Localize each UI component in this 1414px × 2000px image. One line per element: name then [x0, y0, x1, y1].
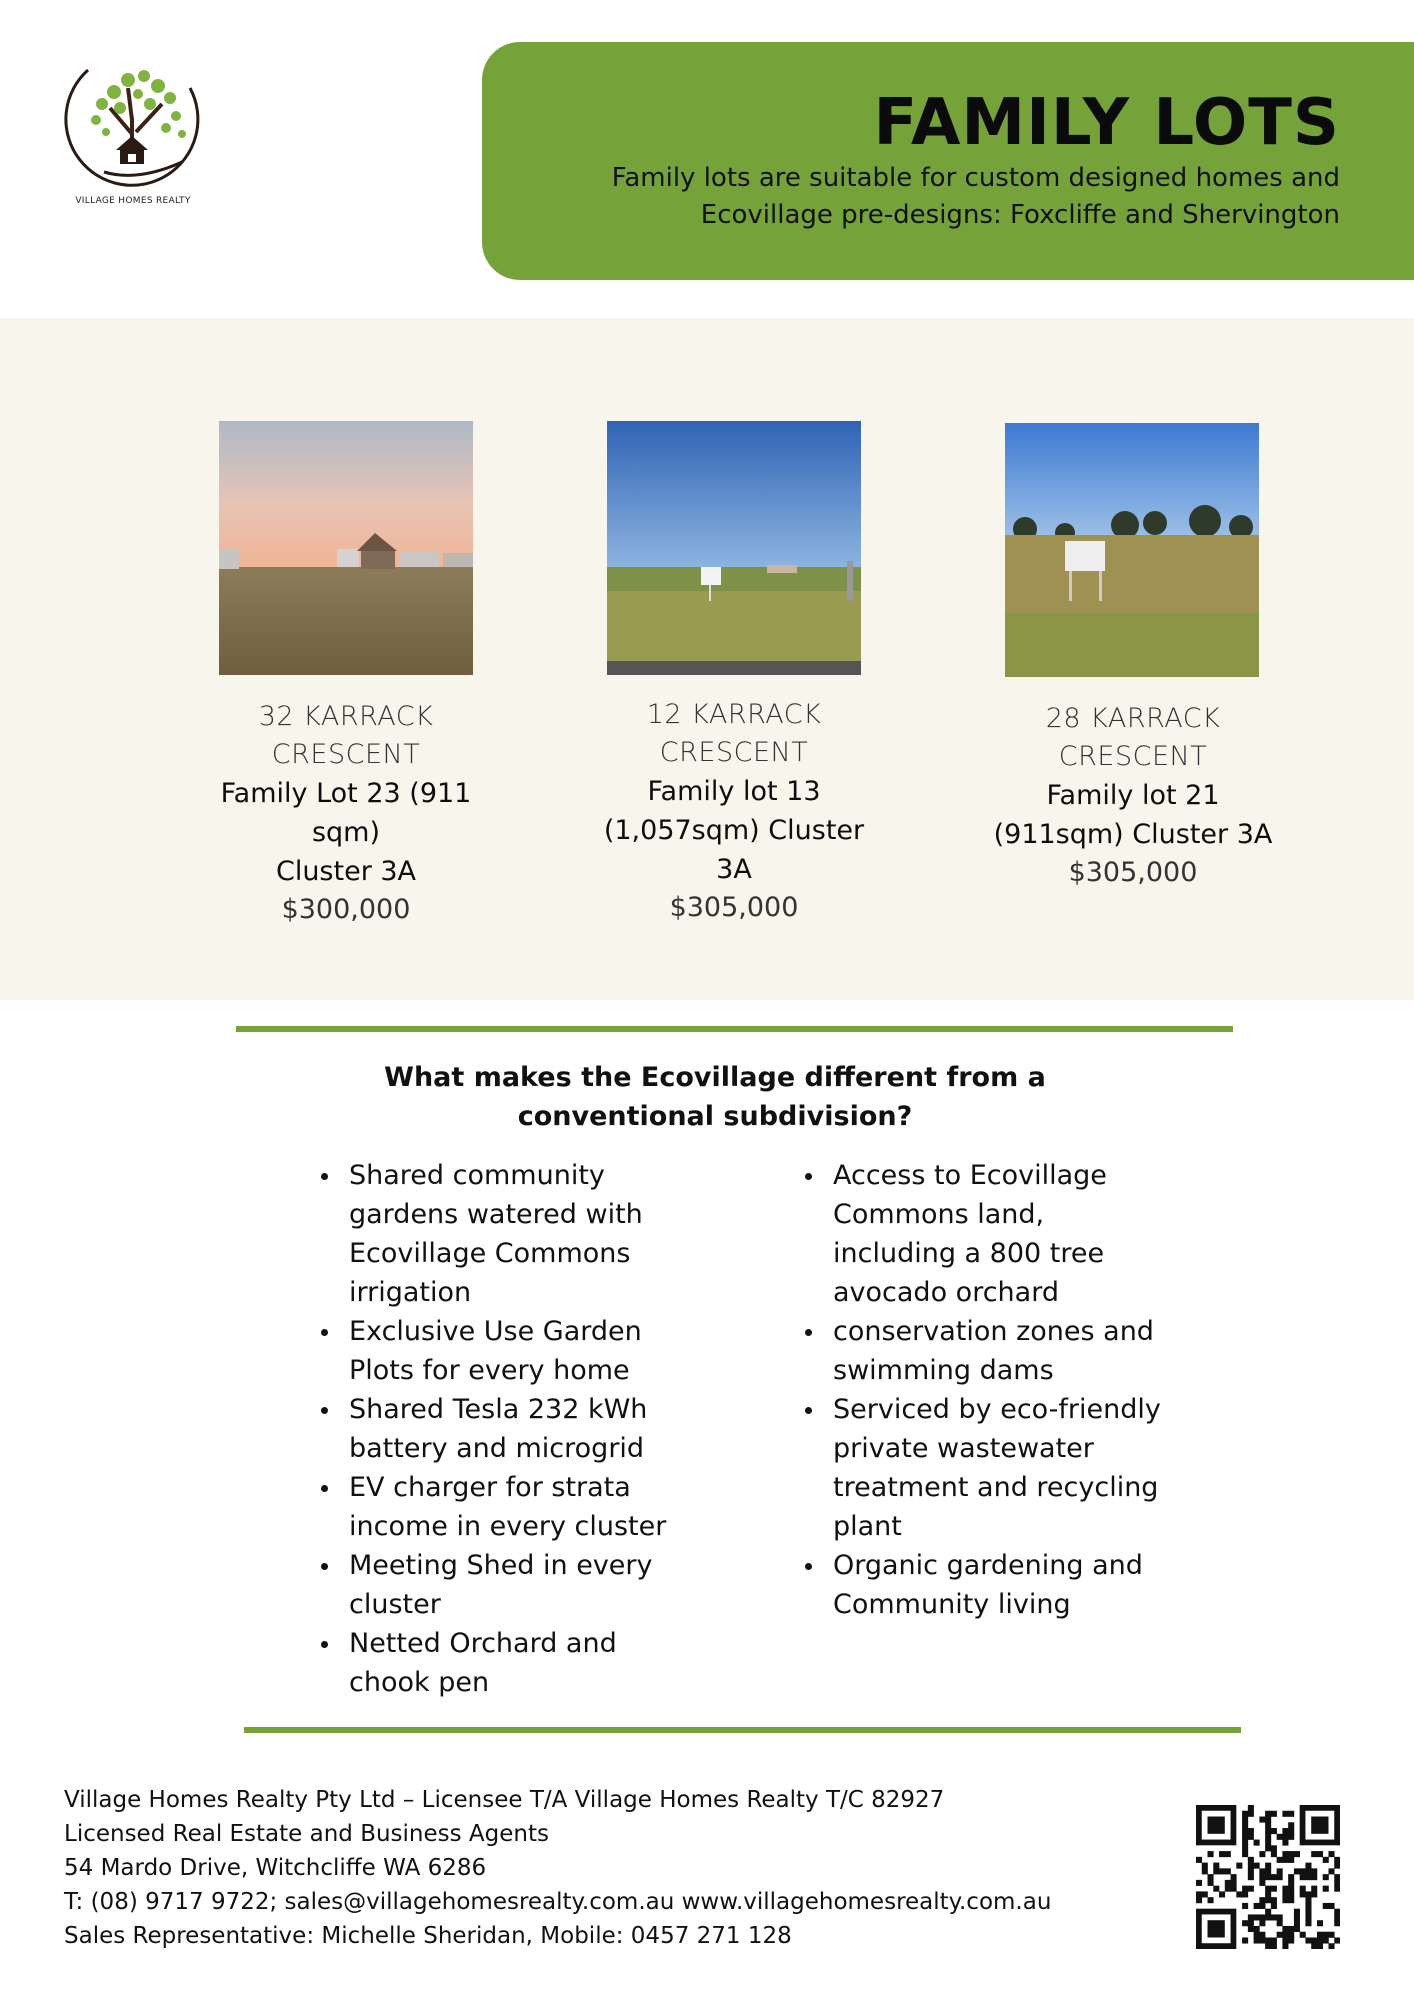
- heading-line: What makes the Ecovillage different from a: [384, 1062, 1046, 1093]
- footer-license: Licensed Real Estate and Business Agents: [64, 1821, 549, 1847]
- list-item-line: Exclusive Use Garden: [349, 1316, 642, 1347]
- list-item: [802, 1312, 1222, 1390]
- list-item-line: treatment and recycling: [833, 1472, 1159, 1503]
- features-list-right: [802, 1156, 1222, 1624]
- subtitle-line: Ecovillage pre-designs: Foxcliffe and Shervington: [700, 200, 1340, 230]
- features-heading: [340, 1058, 1090, 1136]
- page-title: FAMILY LOTS: [873, 86, 1340, 160]
- list-item-line: gardens watered with: [349, 1199, 643, 1230]
- divider: [236, 1026, 1233, 1032]
- logo-text: VILLAGE HOMES REALTY: [75, 196, 191, 206]
- list-item-line: avocado orchard: [833, 1277, 1059, 1308]
- footer-company: Village Homes Realty Pty Ltd – Licensee T/A Village Homes Realty T/C 82927: [64, 1787, 945, 1813]
- list-item-line: cluster: [349, 1589, 441, 1620]
- list-item-line: battery and microgrid: [349, 1433, 645, 1464]
- list-item-line: Serviced by eco-friendly: [833, 1394, 1161, 1425]
- listing-lot: (1,057sqm) Cluster: [603, 815, 865, 846]
- listings-section: [0, 318, 1414, 1000]
- features-list-left: [318, 1156, 718, 1702]
- tree-house-logo-icon: [58, 48, 208, 193]
- list-item: [802, 1546, 1222, 1624]
- listing-address: CRESCENT: [1058, 741, 1208, 772]
- footer-contact: [64, 1783, 1164, 1953]
- divider: [244, 1727, 1241, 1733]
- list-item-line: Plots for every home: [349, 1355, 630, 1386]
- list-item-line: Organic gardening and: [833, 1550, 1143, 1581]
- list-item-line: Ecovillage Commons: [349, 1238, 631, 1269]
- list-item-line: Access to Ecovillage: [833, 1160, 1107, 1191]
- list-item: [802, 1156, 1222, 1312]
- listing-price: $305,000: [669, 892, 799, 923]
- listing-lot: 3A: [716, 854, 752, 885]
- listing-lot: Cluster 3A: [275, 856, 417, 887]
- list-item-line: Community living: [833, 1589, 1071, 1620]
- listing-card: [584, 696, 884, 927]
- listing-lot: (911sqm) Cluster 3A: [993, 819, 1273, 850]
- list-item: [802, 1390, 1222, 1546]
- company-logo: [58, 48, 208, 218]
- listing-card: [983, 700, 1283, 892]
- list-item: [318, 1156, 718, 1312]
- list-item-line: private wastewater: [833, 1433, 1094, 1464]
- listing-address: CRESCENT: [271, 739, 421, 770]
- listing-price: $300,000: [281, 894, 411, 925]
- listing-card: [196, 698, 496, 929]
- listing-photo-blue-sky: [607, 421, 861, 675]
- list-item-line: Shared Tesla 232 kWh: [349, 1394, 648, 1425]
- header-banner: [482, 42, 1414, 280]
- footer-phone-email-web: T: (08) 9717 9722; sales@villagehomesrealty.com.au www.villagehomesrealty.com.au: [64, 1889, 1052, 1915]
- listing-address: 12 KARRACK: [646, 699, 822, 730]
- list-item: [318, 1468, 718, 1546]
- heading-line: conventional subdivision?: [517, 1101, 913, 1132]
- listing-lot: Family lot 13: [647, 776, 821, 807]
- listing-photo-sunset: [219, 421, 473, 675]
- listing-address: 28 KARRACK: [1045, 703, 1221, 734]
- footer-sales-rep: Sales Representative: Michelle Sheridan, Mobile: 0457 271 128: [64, 1923, 792, 1949]
- list-item-line: conservation zones and: [833, 1316, 1154, 1347]
- list-item-line: including a 800 tree: [833, 1238, 1105, 1269]
- list-item-line: Meeting Shed in every: [349, 1550, 653, 1581]
- listing-photo-field-sign: [1005, 423, 1259, 677]
- list-item-line: irrigation: [349, 1277, 472, 1308]
- listing-lot: sqm): [311, 817, 381, 848]
- list-item: [318, 1390, 718, 1468]
- listing-lot: Family Lot 23 (911: [220, 778, 472, 809]
- subtitle-line: Family lots are suitable for custom designed homes and: [611, 163, 1340, 193]
- listing-price: $305,000: [1068, 857, 1198, 888]
- list-item-line: EV charger for strata: [349, 1472, 631, 1503]
- list-item-line: plant: [833, 1511, 902, 1542]
- list-item: [318, 1312, 718, 1390]
- listing-address: 32 KARRACK: [258, 701, 434, 732]
- list-item: [318, 1624, 718, 1702]
- listing-address: CRESCENT: [659, 737, 809, 768]
- footer-address: 54 Mardo Drive, Witchcliffe WA 6286: [64, 1855, 487, 1881]
- list-item-line: income in every cluster: [349, 1511, 667, 1542]
- page-subtitle: [520, 160, 1340, 234]
- listing-lot: Family lot 21: [1046, 780, 1220, 811]
- list-item: [318, 1546, 718, 1624]
- list-item-line: chook pen: [349, 1667, 490, 1698]
- list-item-line: Commons land,: [833, 1199, 1045, 1230]
- list-item-line: swimming dams: [833, 1355, 1054, 1386]
- qr-code-icon: [1196, 1805, 1340, 1949]
- list-item-line: Netted Orchard and: [349, 1628, 617, 1659]
- list-item-line: Shared community: [349, 1160, 605, 1191]
